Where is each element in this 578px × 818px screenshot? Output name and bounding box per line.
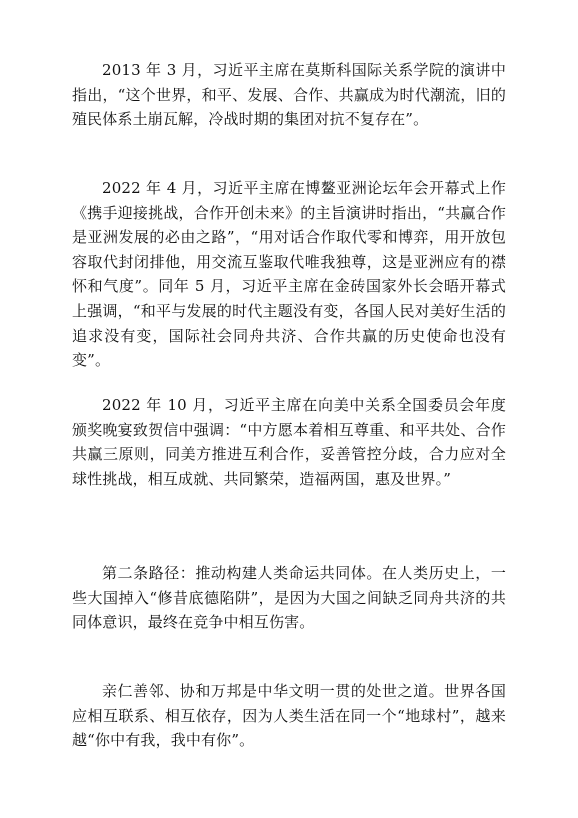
paragraph-1: 2013 年 3 月，习近平主席在莫斯科国际关系学院的演讲中指出，“这个世界，和平、发展、合作、共赢成为时代潮流，旧的殖民体系土崩瓦解，冷战时期的集团对抗不复存在”。 (72, 61, 506, 129)
paragraph-3: 2022 年 10 月，习近平主席在向美中关系全国委员会年度颁奖晚宴致贺信中强调：“中方愿本着相互尊重、和平共处、合作共赢三原则，同美方推进互利合作，妥善管控分歧，合力应对全球性挑战，相互成就、共同繁荣，造福两国，惠及世界。” (72, 396, 506, 488)
paragraph-5: 亲仁善邻、协和万邦是中华文明一贯的处世之道。世界各国应相互联系、相互依存，因为人类生活在同一个“地球村”，越来越“你中有我，我中有你”。 (72, 682, 506, 750)
paragraph-2: 2022 年 4 月，习近平主席在博鳌亚洲论坛年会开幕式上作《携手迎接挑战，合作开创未来》的主旨演讲时指出，“共赢合作是亚洲发展的必由之路”，“用对话合作取代零和博弈，用开放包容取代封闭排他，用交流互鉴取代唯我独尊，这是亚洲应有的襟怀和气度”。同年 5 月，习近平主席在金砖国家外长会晤开幕式上强调，“和平与发展的时代主题没有变，各国人民对美好生活的追求没有变，国际社会同舟共济、合作共赢的历史使命也没有变”。 (72, 179, 506, 370)
paragraph-4: 第二条路径：推动构建人类命运共同体。在人类历史上，一些大国掉入“修昔底德陷阱”，是因为大国之间缺乏同舟共济的共同体意识，最终在竞争中相互伤害。 (72, 564, 506, 632)
